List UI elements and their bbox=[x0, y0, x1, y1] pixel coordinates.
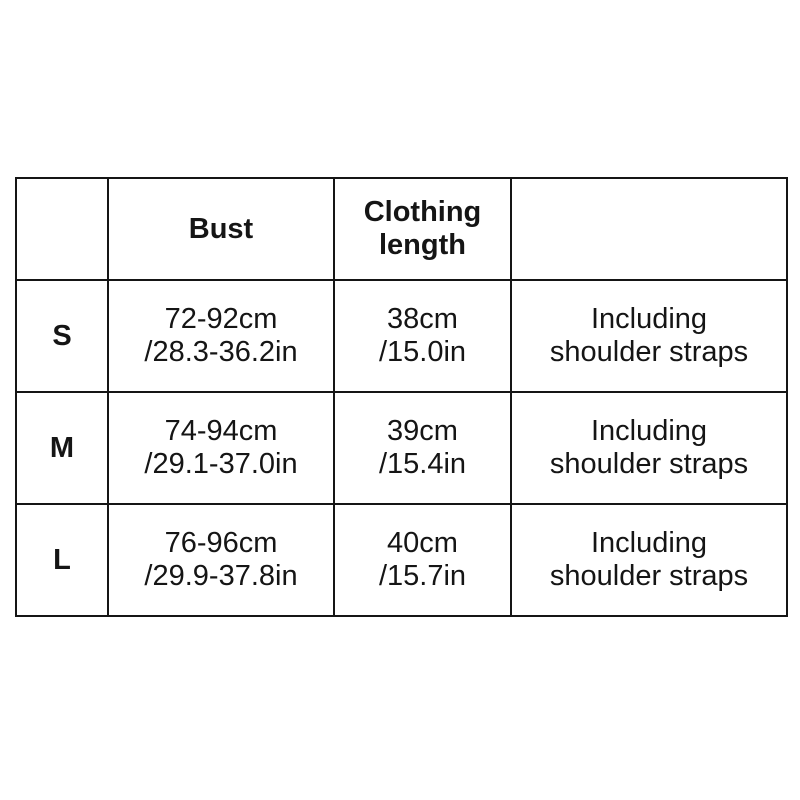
size-cell: L bbox=[16, 504, 108, 616]
bust-in-value: /28.3-36.2in bbox=[144, 336, 298, 368]
clothing-length-cell bbox=[334, 280, 511, 392]
bust-cell bbox=[108, 392, 334, 504]
clothing-length-cell bbox=[334, 392, 511, 504]
note-cell bbox=[511, 504, 787, 616]
bust-in-value: /29.1-37.0in bbox=[144, 448, 298, 480]
header-clothing-length: Clothing length bbox=[334, 178, 511, 280]
bust-cm-value: 74-94cm bbox=[164, 415, 278, 447]
length-cm-value: 40cm bbox=[387, 527, 458, 559]
header-row bbox=[16, 178, 787, 280]
header-bust: Bust bbox=[108, 178, 334, 280]
bust-cm-value: 72-92cm bbox=[164, 303, 278, 335]
bust-cell bbox=[108, 280, 334, 392]
header-note-blank bbox=[511, 178, 787, 280]
length-in-value: /15.4in bbox=[378, 448, 467, 480]
note-cell bbox=[511, 392, 787, 504]
clothing-length-cell bbox=[334, 504, 511, 616]
length-cm-value: 38cm bbox=[387, 303, 458, 335]
header-size-blank bbox=[16, 178, 108, 280]
note-cell bbox=[511, 280, 787, 392]
bust-in-value: /29.9-37.8in bbox=[144, 560, 298, 592]
bust-cell bbox=[108, 504, 334, 616]
note-line: shoulder straps bbox=[549, 448, 749, 480]
length-cm-value: 39cm bbox=[387, 415, 458, 447]
table-row-m bbox=[16, 392, 787, 504]
note-line: shoulder straps bbox=[549, 336, 749, 368]
size-chart-table bbox=[15, 177, 788, 617]
note-line: shoulder straps bbox=[549, 560, 749, 592]
note-line: Including bbox=[590, 303, 708, 335]
size-cell: M bbox=[16, 392, 108, 504]
note-line: Including bbox=[590, 415, 708, 447]
size-cell: S bbox=[16, 280, 108, 392]
bust-cm-value: 76-96cm bbox=[164, 527, 278, 559]
note-line: Including bbox=[590, 527, 708, 559]
length-in-value: /15.7in bbox=[378, 560, 467, 592]
table-row-s bbox=[16, 280, 787, 392]
table-row-l bbox=[16, 504, 787, 616]
length-in-value: /15.0in bbox=[378, 336, 467, 368]
